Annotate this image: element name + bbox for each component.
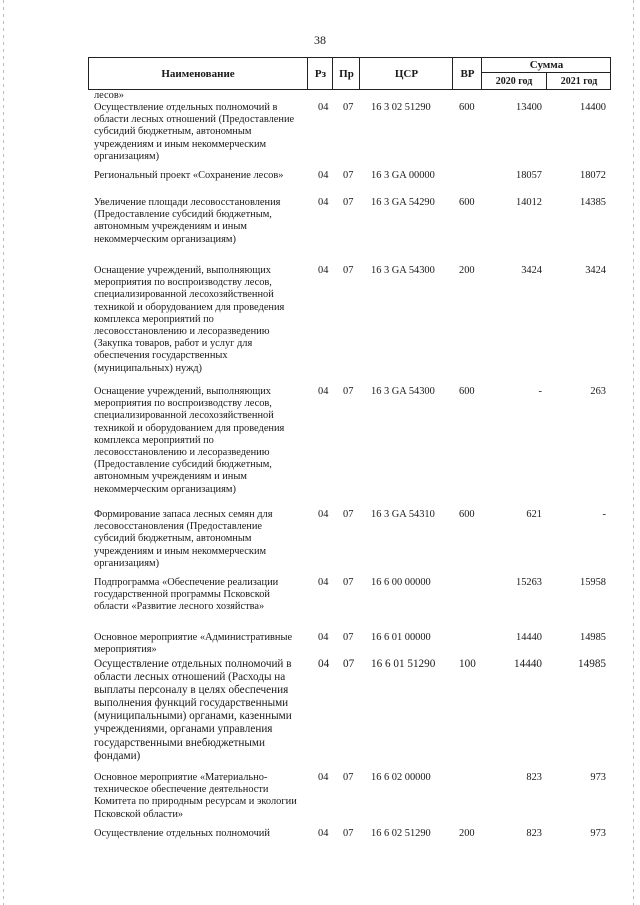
row-name: Основное мероприятие «Административные мероприятия» [94, 632, 293, 656]
row-rz: 04 [318, 170, 329, 181]
row-sum-2021: - [602, 509, 606, 520]
row-pr: 07 [343, 828, 354, 839]
row-sum-2020: 823 [526, 772, 542, 783]
scan-edge-left [3, 0, 4, 905]
row-csr: 16 3 GA 54290 [371, 197, 435, 208]
header-year-2020: 2020 год [495, 75, 533, 87]
row-sum-2021: 15958 [580, 577, 606, 588]
row-vr: 100 [459, 658, 476, 670]
row-csr: 16 6 01 00000 [371, 632, 431, 643]
row-vr: 600 [459, 197, 475, 208]
row-rz: 04 [318, 509, 329, 520]
header-vr: ВР [452, 58, 482, 89]
row-pr: 07 [343, 658, 355, 670]
row-sum-2021: 14385 [580, 197, 606, 208]
row-sum-2020: 823 [526, 828, 542, 839]
row-pr: 07 [343, 386, 354, 397]
row-vr: 600 [459, 102, 475, 113]
header-rz: Рз [307, 58, 333, 89]
row-rz: 04 [318, 632, 329, 643]
row-csr: 16 6 02 51290 [371, 828, 431, 839]
row-sum-2020: 14012 [516, 197, 542, 208]
row-pr: 07 [343, 170, 354, 181]
row-sum-2020: 14440 [516, 632, 542, 643]
row-rz: 04 [318, 265, 329, 276]
row-pr: 07 [343, 102, 354, 113]
row-sum-2020: 621 [526, 509, 542, 520]
row-sum-2020: 14440 [514, 658, 542, 670]
header-sum-group [481, 58, 611, 89]
row-sum-2021: 973 [590, 828, 606, 839]
header-sum: Сумма [482, 58, 611, 73]
row-rz: 04 [318, 772, 329, 783]
row-name: Осуществление отдельных полномочий [94, 828, 270, 839]
row-vr: 200 [459, 265, 475, 276]
scan-edge-right [633, 0, 634, 905]
row-sum-2021: 973 [590, 772, 606, 783]
row-rz: 04 [318, 577, 329, 588]
row-sum-2020: 18057 [516, 170, 542, 181]
row-rz: 04 [318, 197, 329, 208]
row-pr: 07 [343, 577, 354, 588]
row-csr: 16 6 02 00000 [371, 772, 431, 783]
row-sum-2021: 14985 [578, 658, 606, 670]
row-name: Подпрограмма «Обеспечение реализации государственной программы Псковской области «Развитие лесного хозяйства» [94, 577, 279, 613]
row-rz: 04 [318, 658, 330, 670]
row-name: Оснащение учреждений, выполняющих мероприятия по воспроизводству лесов, специализированной лесохозяйственной техникой и оборудованием для проведения комплекса мероприятий по лесовосстановлению и лесоразведению (Закупка товаров, работ и услуг для обеспечения государственных (муниципальных) нужд) [94, 265, 285, 374]
row-sum-2021: 18072 [580, 170, 606, 181]
row-csr: 16 3 GA 54310 [371, 509, 435, 520]
row-sum-2021: 3424 [585, 265, 606, 276]
row-pr: 07 [343, 509, 354, 520]
row-name: Основное мероприятие «Материально-техническое обеспечение деятельности Комитета по природным ресурсам и экологии Псковской области» [94, 772, 297, 820]
row-rz: 04 [318, 828, 329, 839]
row-csr: 16 6 01 51290 [371, 658, 436, 670]
row-sum-2020: 3424 [521, 265, 542, 276]
row-name: Осуществление отдельных полномочий в области лесных отношений (Расходы на выплаты персоналу в целях обеспечения выполнения функций государственными (муниципальными) органами, казенными учреждениями, органами управления государственными внебюджетными фондами) [94, 658, 292, 762]
row-name: лесов» [94, 90, 124, 101]
row-vr: 200 [459, 828, 475, 839]
row-csr: 16 3 GA 54300 [371, 386, 435, 397]
row-sum-2020: - [538, 386, 542, 397]
row-name: Оснащение учреждений, выполняющих мероприятия по воспроизводству лесов, специализированной лесохозяйственной техникой и оборудованием для проведения комплекса мероприятий по лесовосстановлению и лесоразведению (Предоставление субсидий бюджетным, автономным учреждениям и иным некоммерческим организациям) [94, 386, 285, 495]
row-name: Региональный проект «Сохранение лесов» [94, 170, 284, 181]
row-pr: 07 [343, 265, 354, 276]
row-vr: 600 [459, 509, 475, 520]
header-year-2021: 2021 год [546, 73, 611, 89]
row-csr: 16 6 00 00000 [371, 577, 431, 588]
header-name: Наименование [161, 67, 235, 80]
row-pr: 07 [343, 632, 354, 643]
page-number: 38 [314, 33, 326, 47]
row-name: Увеличение площади лесовосстановления (Предоставление субсидий бюджетным, автономным учреждениям и иным некоммерческим организациям) [94, 197, 281, 245]
row-sum-2021: 14400 [580, 102, 606, 113]
row-pr: 07 [343, 197, 354, 208]
header-pr: Пр [332, 58, 360, 89]
row-rz: 04 [318, 386, 329, 397]
row-name: Осуществление отдельных полномочий в области лесных отношений (Предоставление субсидий бюджетным, автономным учреждениям и иным некоммерческим организациям) [94, 102, 295, 162]
header-csr: ЦСР [359, 58, 453, 89]
row-pr: 07 [343, 772, 354, 783]
table-header [88, 57, 611, 90]
row-vr: 600 [459, 386, 475, 397]
row-sum-2020: 13400 [516, 102, 542, 113]
row-csr: 16 3 02 51290 [371, 102, 431, 113]
row-rz: 04 [318, 102, 329, 113]
row-sum-2021: 263 [590, 386, 606, 397]
row-csr: 16 3 GA 54300 [371, 265, 435, 276]
row-name: Формирование запаса лесных семян для лесовосстановления (Предоставление субсидий бюджетным, автономным учреждениям и иным некоммерческим организациям) [94, 509, 273, 569]
row-csr: 16 3 GA 00000 [371, 170, 435, 181]
row-sum-2021: 14985 [580, 632, 606, 643]
row-sum-2020: 15263 [516, 577, 542, 588]
